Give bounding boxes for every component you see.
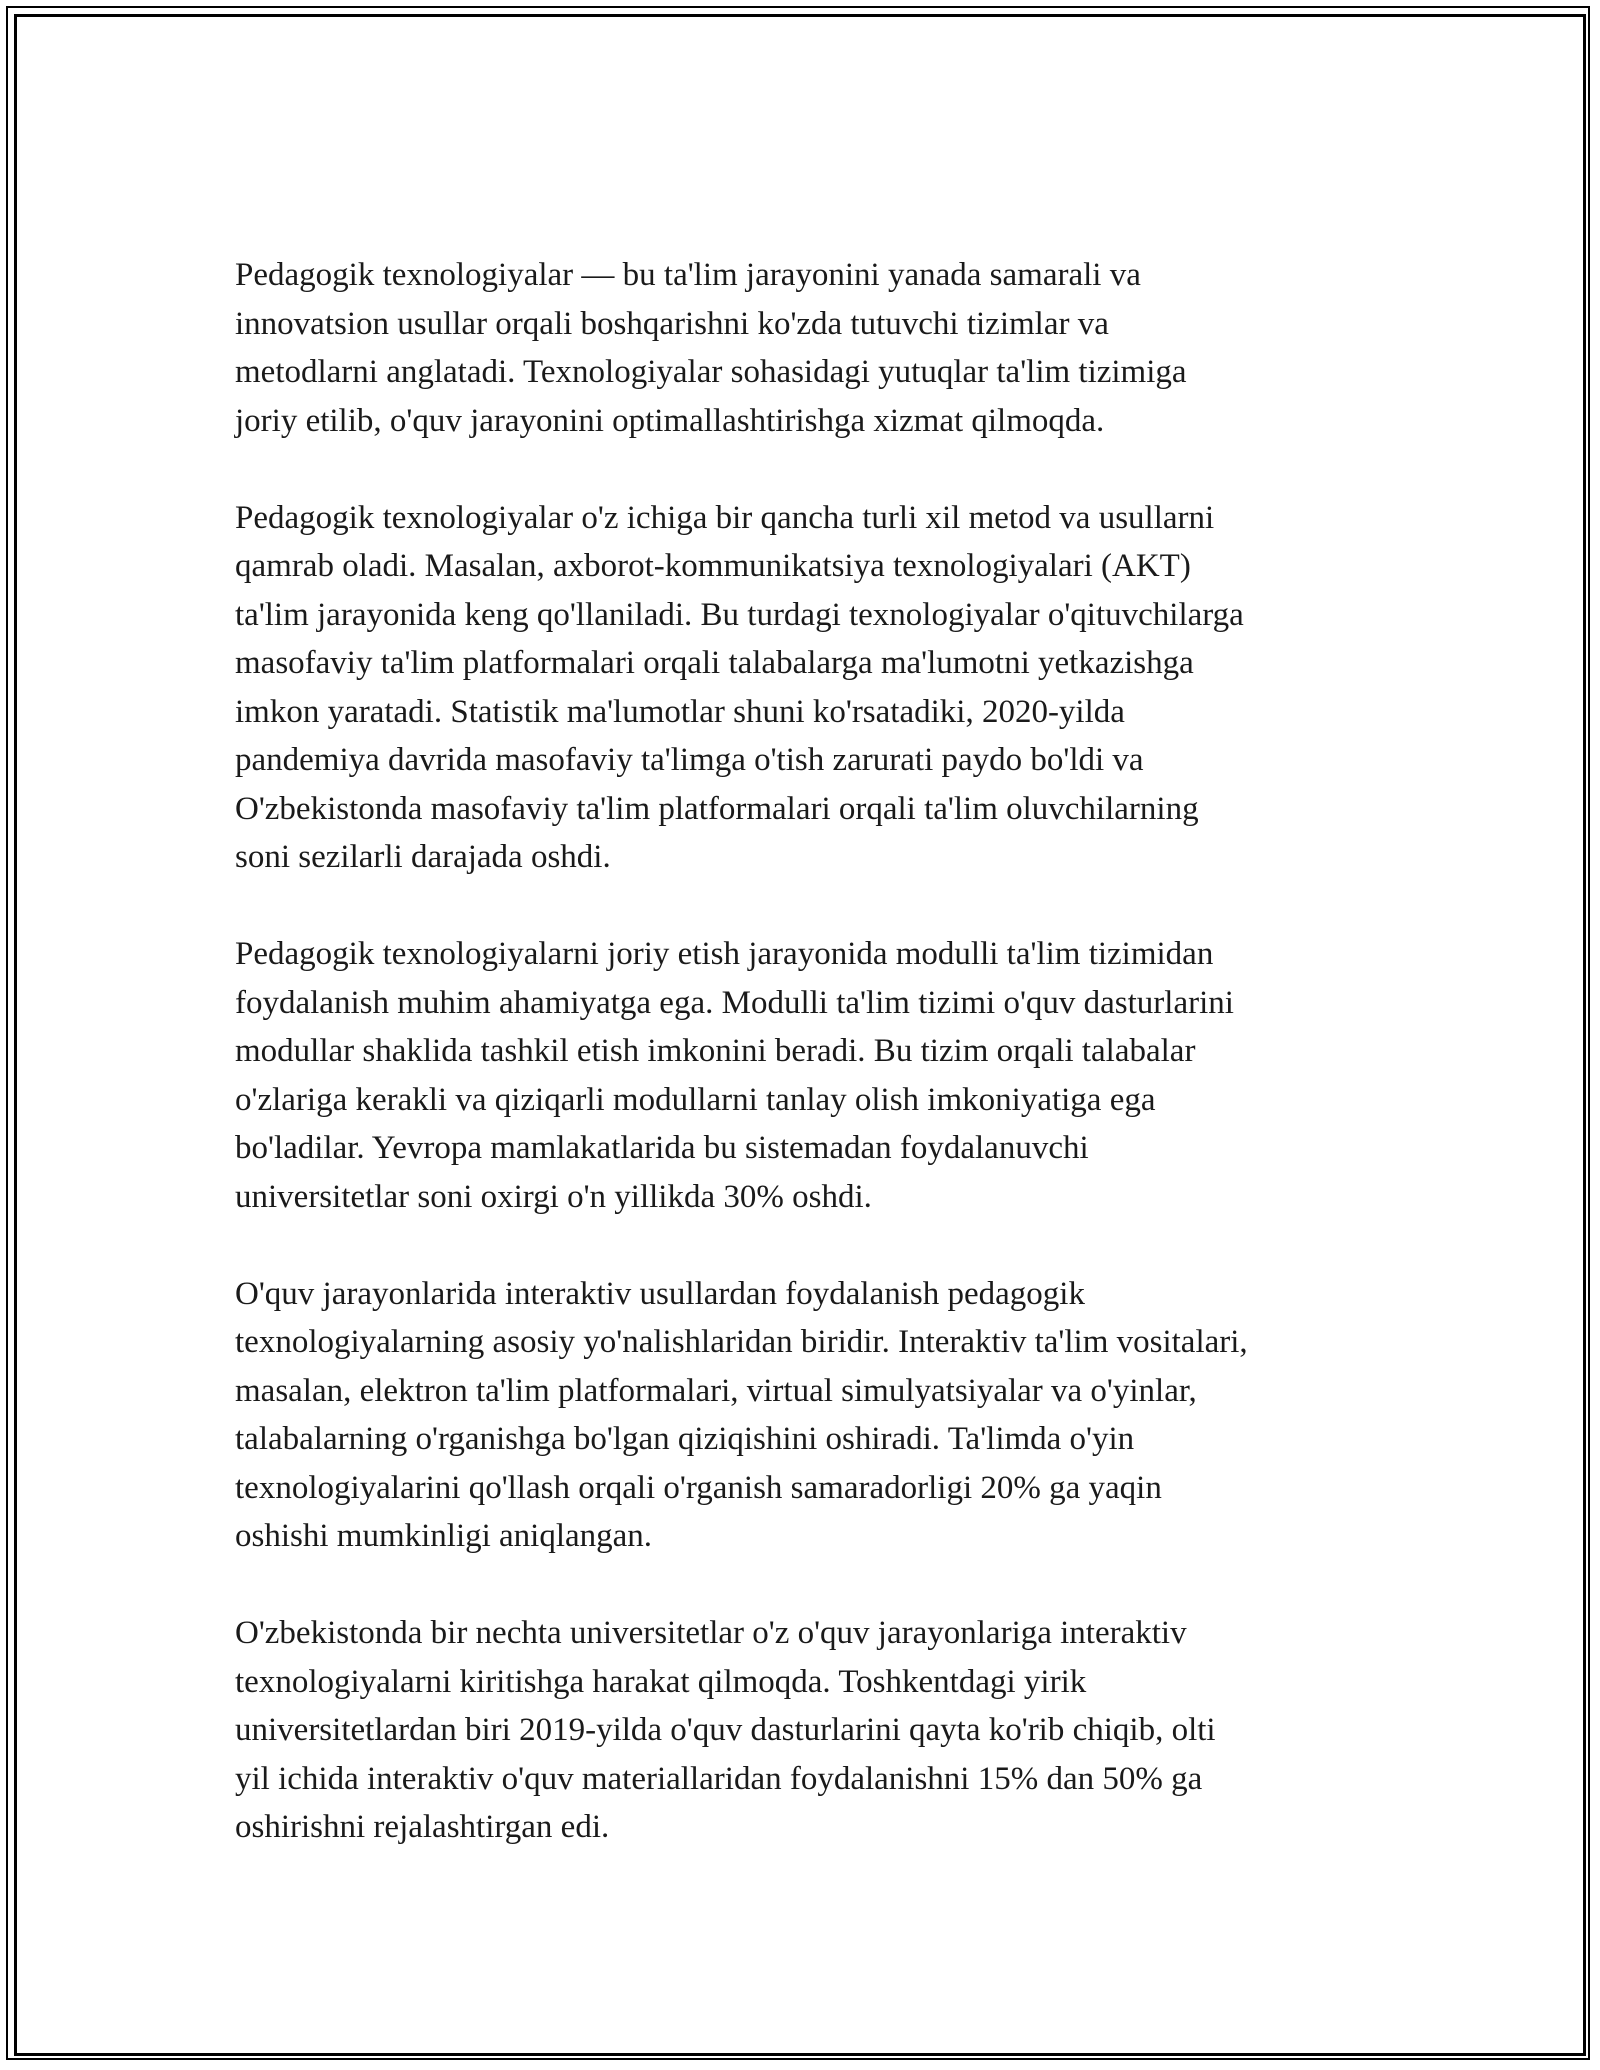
paragraph-line: oshishi mumkinligi aniqlangan. xyxy=(235,1518,653,1554)
paragraph-line: qamrab oladi. Masalan, axborot-kommunikatsiya texnologiyalari (AKT) xyxy=(235,548,1191,584)
paragraph-line: masalan, elektron ta'lim platformalari, virtual simulyatsiyalar va o'yinlar, xyxy=(235,1372,1197,1409)
paragraph-line: foydalanish muhim ahamiyatga ega. Modulli ta'lim tizimi o'quv dasturlarini xyxy=(235,984,1234,1021)
paragraph-line: soni sezilarli darajada oshdi. xyxy=(235,839,611,875)
paragraph-line: O'zbekistonda masofaviy ta'lim platformalari orqali ta'lim oluvchilarning xyxy=(235,790,1199,827)
paragraph-line: universitetlardan biri 2019-yilda o'quv dasturlarini qayta ko'rib chiqib, olti xyxy=(235,1712,1216,1748)
paragraph-line: O'quv jarayonlarida interaktiv usullardan foydalanish pedagogik xyxy=(235,1275,1085,1312)
paragraph-line: pandemiya davrida masofaviy ta'limga o'tish zarurati paydo bo'ldi va xyxy=(235,742,1144,778)
paragraph-line: o'zlariga kerakli va qiziqarli modullarni tanlay olish imkoniyatiga ega xyxy=(235,1081,1156,1118)
paragraph-line: ta'lim jarayonida keng qo'llaniladi. Bu turdagi texnologiyalar o'qituvchilarga xyxy=(235,596,1244,633)
paragraph-3 xyxy=(235,930,1395,1221)
paragraph-line: texnologiyalarni kiritishga harakat qilmoqda. Toshkentdagi yirik xyxy=(235,1663,1087,1700)
paragraph-line: talabalarning o'rganishga bo'lgan qiziqishini oshiradi. Ta'limda o'yin xyxy=(235,1421,1135,1457)
paragraph-2 xyxy=(235,494,1395,882)
paragraph-line: Pedagogik texnologiyalar o'z ichiga bir qancha turli xil metod va usullarni xyxy=(235,499,1215,536)
paragraph-line: metodlarni anglatadi. Texnologiyalar sohasidagi yutuqlar ta'lim tizimiga xyxy=(235,354,1187,390)
paragraph-line: imkon yaratadi. Statistik ma'lumotlar shuni ko'rsatadiki, 2020-yilda xyxy=(235,693,1125,730)
paragraph-line: joriy etilib, o'quv jarayonini optimallashtirishga xizmat qilmoqda. xyxy=(235,402,1105,439)
paragraph-line: Pedagogik texnologiyalar — bu ta'lim jarayonini yanada samarali va xyxy=(235,257,1141,293)
paragraph-line: Pedagogik texnologiyalarni joriy etish jarayonida modulli ta'lim tizimidan xyxy=(235,936,1214,972)
paragraph-line: texnologiyalarini qo'llash orqali o'rganish samaradorligi 20% ga yaqin xyxy=(235,1469,1162,1506)
paragraph-line: yil ichida interaktiv o'quv materiallaridan foydalanishni 15% dan 50% ga xyxy=(235,1760,1203,1797)
paragraph-line: universitetlar soni oxirgi o'n yillikda 30% oshdi. xyxy=(235,1178,872,1215)
paragraph-line: innovatsion usullar orqali boshqarishni ko'zda tutuvchi tizimlar va xyxy=(235,305,1109,342)
paragraph-line: modullar shaklida tashkil etish imkonini beradi. Bu tizim orqali talabalar xyxy=(235,1033,1196,1069)
paragraph-line: texnologiyalarning asosiy yo'nalishlaridan biridir. Interaktiv ta'lim vositalari, xyxy=(235,1324,1248,1360)
document-body xyxy=(235,251,1395,1900)
paragraph-1 xyxy=(235,251,1395,445)
paragraph-line: bo'ladilar. Yevropa mamlakatlarida bu sistemadan foydalanuvchi xyxy=(235,1130,1089,1166)
paragraph-4 xyxy=(235,1270,1395,1561)
paragraph-5 xyxy=(235,1609,1395,1852)
paragraph-line: masofaviy ta'lim platformalari orqali talabalarga ma'lumotni yetkazishga xyxy=(235,645,1194,681)
paragraph-line: oshirishni rejalashtirgan edi. xyxy=(235,1809,610,1845)
paragraph-line: O'zbekistonda bir nechta universitetlar o'z o'quv jarayonlariga interaktiv xyxy=(235,1615,1187,1651)
